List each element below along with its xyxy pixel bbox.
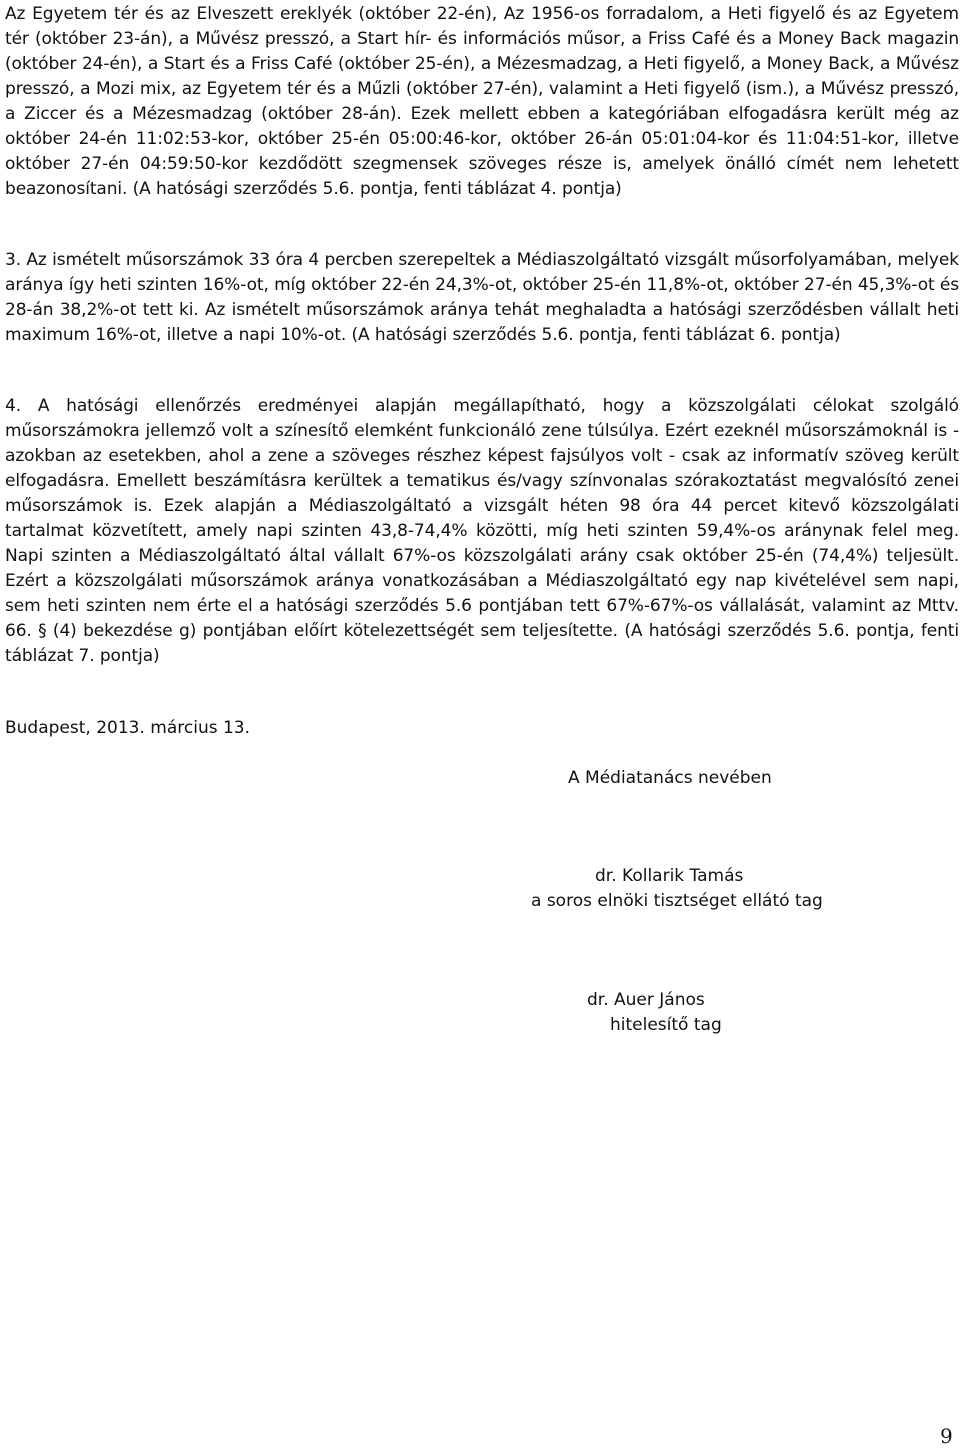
- signatory-1-role: a soros elnöki tisztséget ellátó tag: [531, 891, 823, 911]
- signatory-2-name: dr. Auer János: [587, 990, 705, 1010]
- paragraph-program-list: Az Egyetem tér és az Elveszett ereklyék (október 22-én), Az 1956-os forradalom, a Heti figyelő és az Egyetem tér (október 23-án), a Művész presszó, a Start hír- és információs műsor, a Friss Café és a Money Back magazin (október 24-én), a Start és a Friss Café (október 25-én), a Mézesmadzag, a Heti figyelő, a Money Back, a Művész presszó, a Mozi mix, az Egyetem tér és a Műzli (október 27-én), valamint a Heti figyelő (ism.), a Művész presszó, a Ziccer és a Mézesmadzag (október 28-án). Ezek mellett ebben a kategóriában elfogadásra került még az október 24-én 11:02:53-kor, október 25-én 05:00:46-kor, október 26-án 05:01:04-kor és 11:04:51-kor, illetve október 27-én 04:59:50-kor kezdődött szegmensek szöveges része is, amelyek önálló címét nem lehetett beazonosítani. (A hatósági szerződés 5.6. pontja, fenti táblázat 4. pontja): [5, 4, 959, 199]
- signatory-2-role: hitelesítő tag: [610, 1015, 722, 1035]
- page-number: 9: [940, 1424, 953, 1448]
- signatory-1-name: dr. Kollarik Tamás: [595, 866, 744, 886]
- paragraph-public-service-ratio: 4. A hatósági ellenőrzés eredményei alapján megállapítható, hogy a közszolgálati célokat szolgáló műsorszámokra jellemző volt a színesítő elemként funkcionáló zene túlsúlya. Ezért ezeknél műsorszámoknál is - azokban az esetekben, ahol a zene a szöveges részhez képest fajsúlyos volt - csak az informatív szöveg került elfogadásra. Emellett beszámításra kerültek a tematikus és/vagy színvonalas szórakoztatást megvalósító zenei műsorszámok is. Ezek alapján a Médiaszolgáltató a vizsgált héten 98 óra 44 percet kitevő közszolgálati tartalmat közvetített, amely napi szinten 43,8-74,4% közötti, míg heti szinten 59,4%-os aránynak felel meg. Napi szinten a Médiaszolgáltató által vállalt 67%-os közszolgálati arány csak október 25-én (74,4%) teljesült. Ezért a közszolgálati műsorszámok aránya vonatkozásában a Médiaszolgáltató egy nap kivételével sem napi, sem heti szinten nem érte el a hatósági szerződés 5.6 pontjában tett 67%-67%-os vállalását, valamint az Mttv. 66. § (4) bekezdése g) pontjában előírt kötelezettségét sem teljesítette. (A hatósági szerződés 5.6. pontja, fenti táblázat 7. pontja): [5, 396, 959, 666]
- on-behalf-of-line: A Médiatanács nevében: [568, 768, 772, 788]
- place-and-date: Budapest, 2013. március 13.: [5, 718, 251, 738]
- paragraph-repeated-programs: 3. Az ismételt műsorszámok 33 óra 4 percben szerepeltek a Médiaszolgáltató vizsgált műsorfolyamában, melyek aránya így heti szinten 16%-ot, míg október 22-én 24,3%-ot, október 25-én 11,8%-ot, október 27-én 45,3%-ot és 28-án 38,2%-ot tett ki. Az ismételt műsorszámok aránya tehát meghaladta a hatósági szerződésben vállalt heti maximum 16%-ot, illetve a napi 10%-ot. (A hatósági szerződés 5.6. pontja, fenti táblázat 6. pontja): [5, 250, 959, 345]
